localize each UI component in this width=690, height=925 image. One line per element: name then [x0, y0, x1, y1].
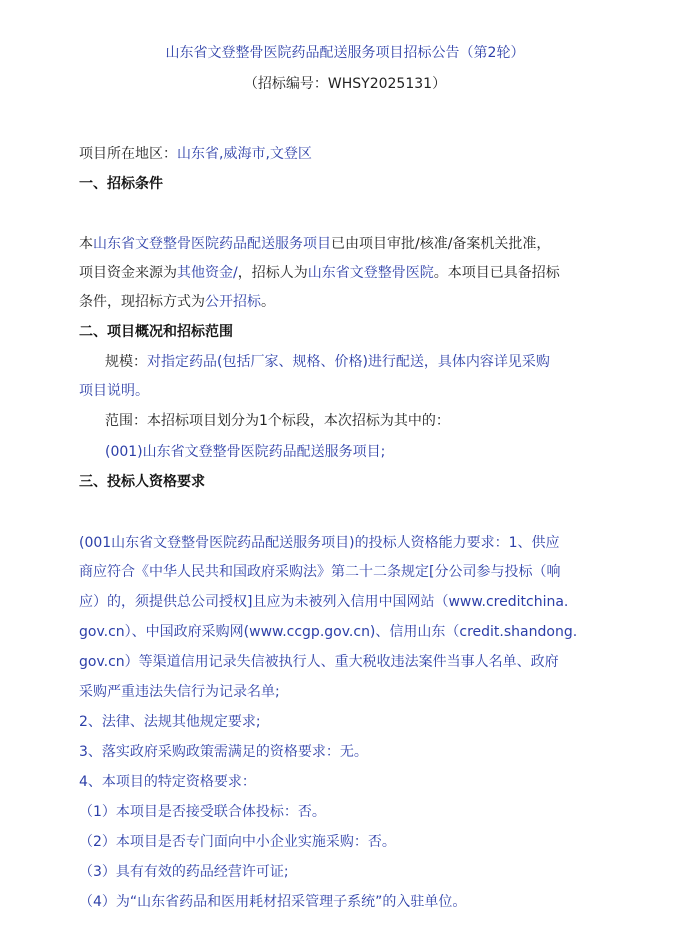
- announcement-title: 山东省文登整骨医院药品配送服务项目招标公告（第2轮）: [165, 45, 525, 61]
- conditions-text: 。: [261, 294, 275, 310]
- lot-item: (001)山东省文登整骨医院药品配送服务项目;: [105, 444, 386, 460]
- location-label: 项目所在地区：: [79, 146, 177, 162]
- qualification-line: （4）为“山东省药品和医用耗材招采管理子系统”的入驻单位。: [79, 894, 467, 910]
- qualification-line: (001山东省文登整骨医院药品配送服务项目)的投标人资格能力要求：1、供应: [79, 535, 560, 551]
- section-heading-conditions: 一、招标条件: [79, 176, 163, 192]
- scale-label: 规模：: [105, 354, 147, 370]
- scale-line-1: [105, 352, 550, 372]
- qualification-line: gov.cn）等渠道信用记录失信被执行人、重大税收违法案件当事人名单、政府: [79, 654, 559, 670]
- scope-line: 范围：本招标项目划分为1个标段，本次招标为其中的：: [105, 413, 450, 429]
- conditions-text: 本: [79, 236, 93, 252]
- conditions-line-2: [79, 263, 560, 283]
- project-name: 山东省文登整骨医院药品配送服务项目: [93, 236, 331, 252]
- location-value: 山东省,威海市,文登区: [177, 146, 312, 162]
- qualification-line: 采购严重违法失信行为记录名单;: [79, 684, 280, 700]
- conditions-line-1: [79, 234, 550, 254]
- conditions-text: 项目资金来源为: [79, 265, 177, 281]
- qualification-line: （1）本项目是否接受联合体投标：否。: [79, 804, 326, 820]
- tender-number: （招标编号：WHSY2025131）: [243, 76, 447, 92]
- qualification-line: （2）本项目是否专门面向中小企业实施采购：否。: [79, 834, 396, 850]
- qualification-line: gov.cn）、中国政府采购网(www.ccgp.gov.cn)、信用山东（credit.shandong.: [79, 624, 578, 640]
- conditions-text: 条件，现招标方式为: [79, 294, 205, 310]
- conditions-line-3: [79, 292, 275, 312]
- tenderer-name: 山东省文登整骨医院: [307, 265, 434, 281]
- project-location: [79, 144, 312, 164]
- qualification-line: 2、法律、法规其他规定要求;: [79, 714, 261, 730]
- scale-line-2: 项目说明。: [79, 383, 149, 399]
- section-heading-overview: 二、项目概况和招标范围: [79, 324, 233, 340]
- fund-source: 其他资金/: [177, 265, 238, 281]
- conditions-text: 。本项目已具备招标: [433, 265, 560, 281]
- qualification-line: 4、本项目的特定资格要求：: [79, 774, 256, 790]
- conditions-text: ，招标人为: [237, 265, 308, 281]
- qualification-line: 商应符合《中华人民共和国政府采购法》第二十二条规定[分公司参与投标（响: [79, 564, 561, 580]
- section-heading-qualifications: 三、投标人资格要求: [79, 474, 205, 490]
- tender-method: 公开招标: [205, 294, 261, 310]
- qualification-line: （3）具有有效的药品经营许可证;: [79, 864, 289, 880]
- scale-text: 对指定药品(包括厂家、规格、价格)进行配送，具体内容详见采购: [147, 354, 550, 370]
- qualification-line: 3、落实政府采购政策需满足的资格要求：无。: [79, 744, 368, 760]
- qualification-line: 应）的，须提供总公司授权]且应为未被列入信用中国网站（www.creditchina.: [79, 594, 569, 610]
- conditions-text: 已由项目审批/核准/备案机关批准，: [331, 236, 551, 252]
